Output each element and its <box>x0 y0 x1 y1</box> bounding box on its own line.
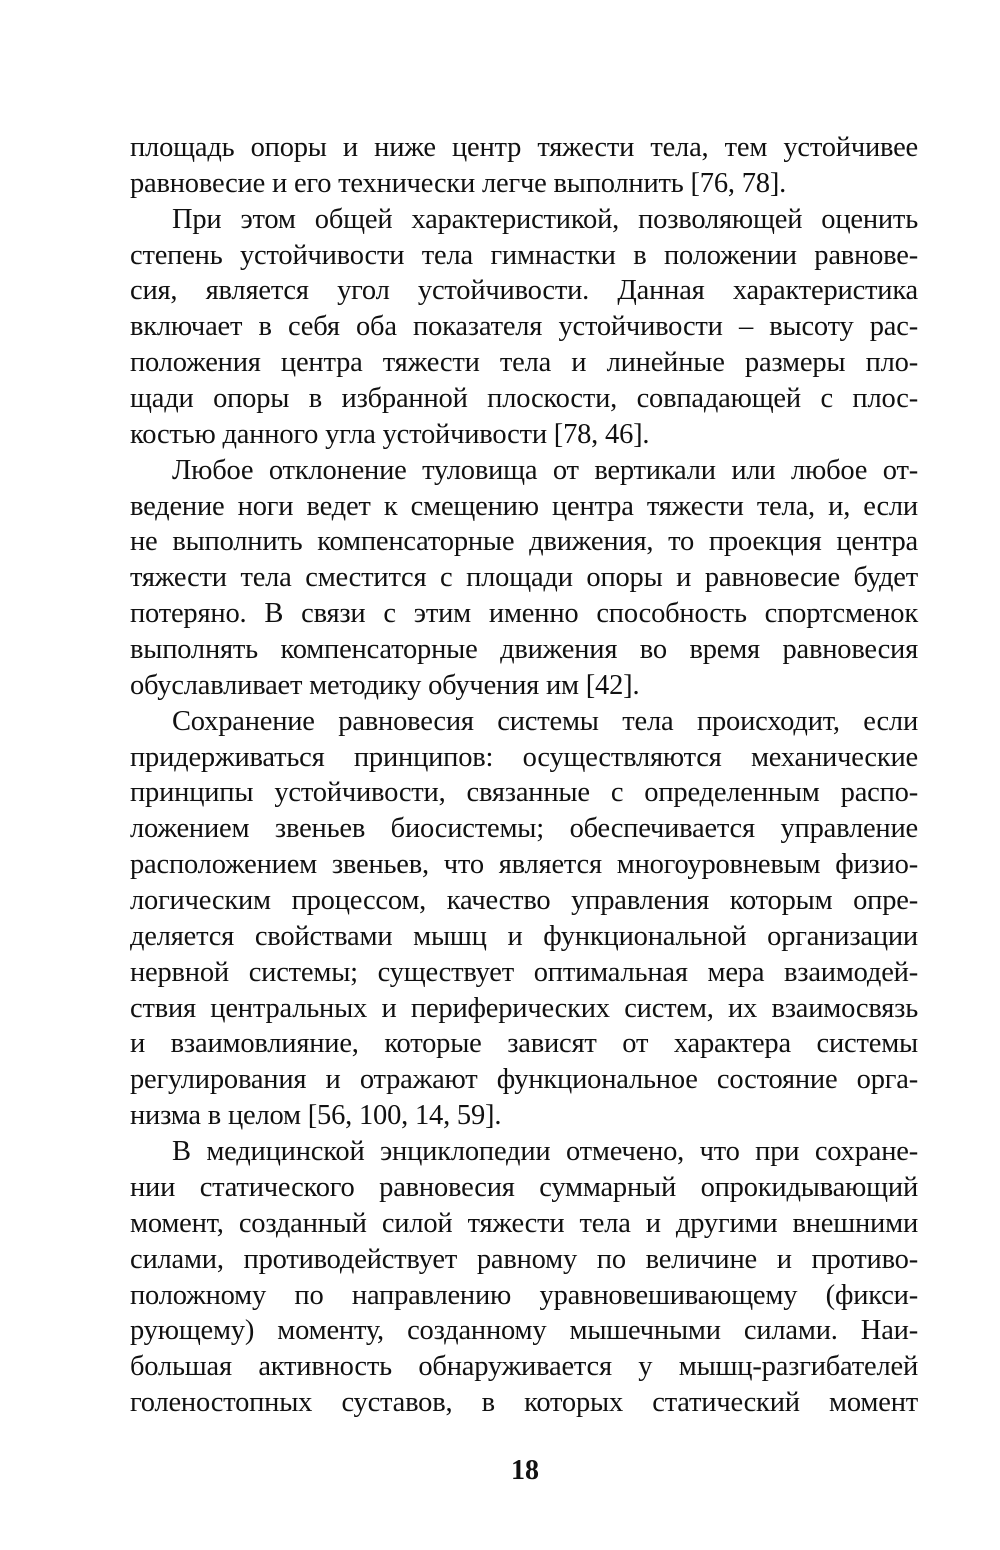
text-line: силами, противодействует равному по величине и противо- <box>130 1243 918 1275</box>
text-line: щади опоры в избранной плоскости, совпадающей с плос- <box>130 383 918 415</box>
text-line: костью данного угла устойчивости [78, 46]. <box>130 418 650 450</box>
text-line: В медицинской энциклопедии отмечено, что при сохране- <box>172 1136 918 1168</box>
text-line: нервной системы; существует оптимальная мера взаимодей- <box>130 956 918 988</box>
text-line: обуславливает методику обучения им [42]. <box>130 669 640 701</box>
paragraph <box>130 1134 918 1421</box>
text-line: выполнять компенсаторные движения во время равновесия <box>130 634 918 666</box>
text-line: тяжести тела сместится с площади опоры и равновесие будет <box>130 562 918 594</box>
text-line: рующему) моменту, созданному мышечными силами. Наи- <box>130 1315 918 1347</box>
text-line: не выполнить компенсаторные движения, то проекция центра <box>130 526 918 558</box>
text-line: Сохранение равновесия системы тела происходит, если <box>172 705 918 737</box>
text-line: придерживаться принципов: осуществляются механические <box>130 741 918 773</box>
text-line: Любое отклонение туловища от вертикали или любое от- <box>172 454 918 486</box>
text-line: деляется свойствами мышц и функциональной организации <box>130 920 918 952</box>
text-line: площадь опоры и ниже центр тяжести тела, тем устойчивее <box>130 132 918 163</box>
text-line: включает в себя оба показателя устойчивости – высоту рас- <box>130 311 918 343</box>
text-line: момент, созданный силой тяжести тела и другими внешними <box>130 1207 918 1239</box>
text-line: расположением звеньев, что является многоуровневым физио- <box>130 849 918 881</box>
page-number: 18 <box>511 1455 539 1486</box>
text-line: положения центра тяжести тела и линейные размеры пло- <box>130 347 918 379</box>
text-line: степень устойчивости тела гимнастки в положении равнове- <box>130 239 918 271</box>
paragraph <box>130 453 918 704</box>
text-line: положному по направлению уравновешивающему (фикси- <box>130 1279 918 1311</box>
text-line: большая активность обнаруживается у мышц-разгибателей <box>130 1351 918 1383</box>
text-line: потеряно. В связи с этим именно способность спортсменок <box>130 598 918 630</box>
text-line: регулирования и отражают функциональное состояние орга- <box>130 1064 918 1096</box>
text-line: ствия центральных и периферических систем, их взаимосвязь <box>130 992 918 1024</box>
paragraph <box>130 130 918 202</box>
text-line: ложением звеньев биосистемы; обеспечивается управление <box>130 813 918 845</box>
text-line: голеностопных суставов, в которых статический момент <box>130 1387 918 1419</box>
text-line: низма в целом [56, 100, 14, 59]. <box>130 1100 502 1132</box>
text-line: и взаимовлияние, которые зависят от характера системы <box>130 1028 918 1060</box>
text-line: сия, является угол устойчивости. Данная характеристика <box>130 275 918 307</box>
paragraph <box>130 202 918 453</box>
text-line: ведение ноги ведет к смещению центра тяжести тела, и, если <box>130 490 918 522</box>
text-line: нии статического равновесия суммарный опрокидывающий <box>130 1171 918 1203</box>
paragraph <box>130 704 918 1134</box>
text-line: логическим процессом, качество управления которым опре- <box>130 885 918 917</box>
body-text <box>130 130 918 1421</box>
text-line: При этом общей характеристикой, позволяющей оценить <box>172 203 918 235</box>
text-line: принципы устойчивости, связанные с определенным распо- <box>130 777 918 809</box>
text-line: равновесие и его технически легче выполнить [76, 78]. <box>130 167 787 199</box>
